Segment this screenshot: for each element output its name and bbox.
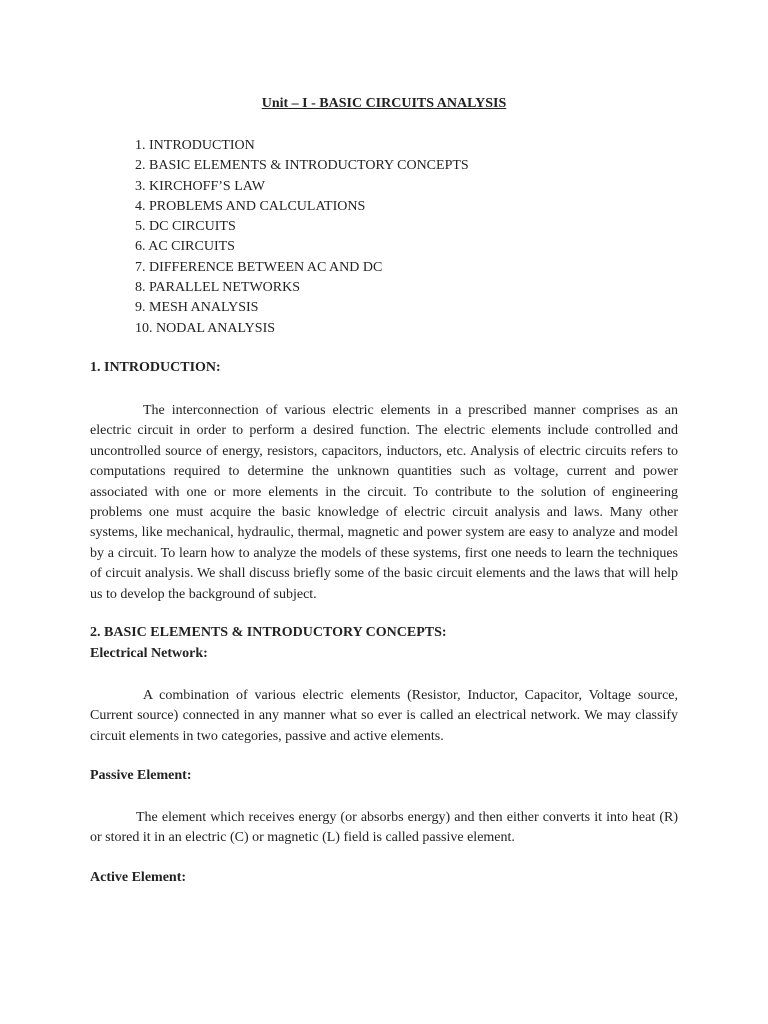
section-heading-introduction: 1. INTRODUCTION:	[90, 360, 221, 375]
subheading-active-element: Active Element:	[90, 870, 187, 885]
passive-element-paragraph	[90, 808, 678, 849]
subheading-passive-element: Passive Element:	[90, 768, 192, 783]
subheading-electrical-network: Electrical Network:	[90, 646, 208, 661]
toc-item: 4. PROBLEMS AND CALCULATIONS	[135, 198, 366, 214]
introduction-text: The interconnection of various electric elements in a prescribed manner comprises as an electric circuit in order to perform a desired function. The electric elements include controlled and uncontrolled source of energy, resistors, capacitors, inductors, etc. Analysis of electric circuits refers to computations required to determine the unknown quantities such as voltage, current and power associated with one or more elements in the circuit. To contribute to the solution of engineering problems one must acquire the basic knowledge of electric circuit analysis and laws. Many other systems, like mechanical, hydraulic, thermal, magnetic and power system are easy to analyze and model by a circuit. To learn how to analyze the models of these systems, first one needs to learn the techniques of circuit analysis. We shall discuss briefly some of the basic circuit elements and the laws that will help us to develop the background of subject.	[90, 403, 678, 602]
toc-item: 8. PARALLEL NETWORKS	[135, 280, 301, 296]
toc-item: 10. NODAL ANALYSIS	[135, 320, 276, 336]
introduction-paragraph	[90, 401, 678, 605]
passive-element-text: The element which receives energy (or absorbs energy) and then either converts it into heat (R) or stored it in an electric (C) or magnetic (L) field is called passive element.	[90, 810, 678, 846]
toc-item: 3. KIRCHOFF’S LAW	[135, 178, 265, 194]
electrical-network-text: A combination of various electric elements (Resistor, Inductor, Capacitor, Voltage source, Current source) connected in any manner what so ever is called an electrical network. We may classify circuit elements in two categories, passive and active elements.	[90, 688, 678, 744]
page-title: Unit – I - BASIC CIRCUITS ANALYSIS	[261, 96, 507, 111]
table-of-contents	[135, 136, 469, 339]
toc-item: 1. INTRODUCTION	[135, 138, 255, 153]
toc-item: 7. DIFFERENCE BETWEEN AC AND DC	[135, 259, 383, 275]
toc-item: 2. BASIC ELEMENTS & INTRODUCTORY CONCEPTS	[135, 158, 469, 174]
section-heading-basic-elements: 2. BASIC ELEMENTS & INTRODUCTORY CONCEPTS:	[90, 625, 447, 640]
toc-item: 6. AC CIRCUITS	[135, 239, 235, 255]
electrical-network-paragraph	[90, 686, 678, 747]
toc-item: 5. DC CIRCUITS	[135, 219, 236, 235]
toc-item: 9. MESH ANALYSIS	[135, 300, 259, 316]
